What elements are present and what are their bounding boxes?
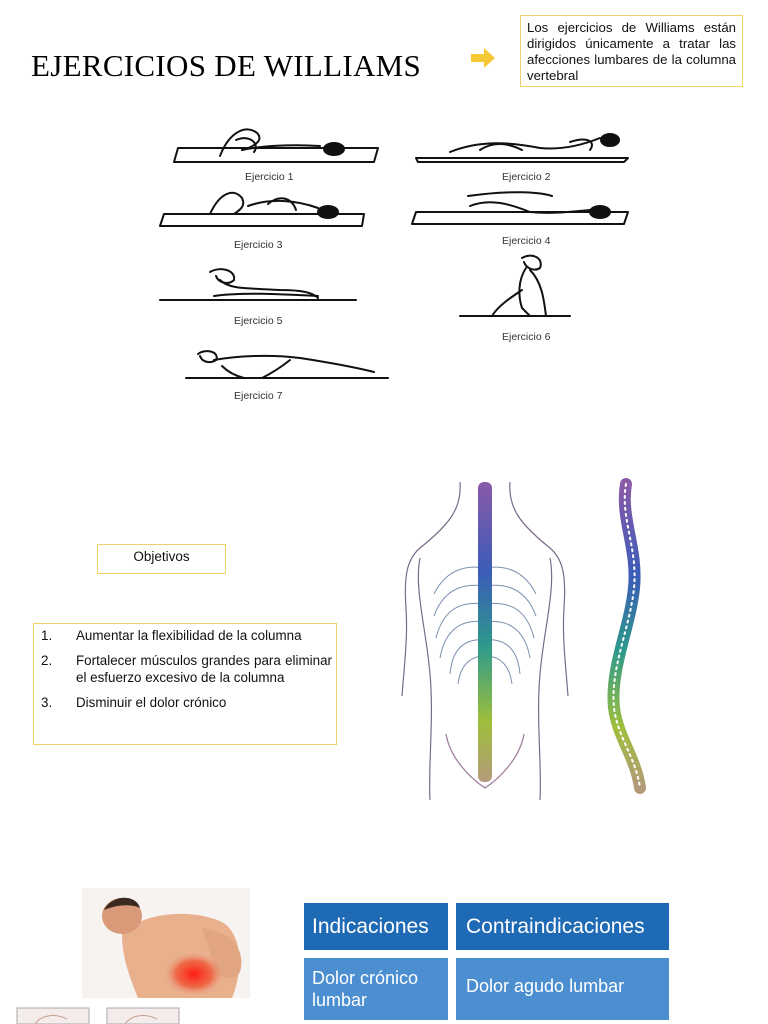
exercise-4-caption: Ejercicio 4 (502, 235, 551, 247)
indicaciones-header: Indicaciones (304, 903, 448, 950)
list-item-text: Disminuir el dolor crónico (76, 695, 227, 710)
exercise-6-figure (460, 256, 570, 316)
list-item (34, 652, 332, 686)
list-item-number: 3. (41, 695, 53, 710)
exercise-3-caption: Ejercicio 3 (234, 239, 283, 251)
exercise-4-figure (412, 192, 628, 224)
exercise-5-caption: Ejercicio 5 (234, 315, 283, 327)
exercise-5-figure (160, 269, 356, 300)
exercise-6-caption: Ejercicio 6 (502, 331, 551, 343)
list-item-number: 1. (41, 628, 53, 643)
objectives-heading: Objetivos (97, 544, 226, 574)
exercise-2-figure (416, 134, 628, 162)
exercise-2-caption: Ejercicio 2 (502, 171, 551, 183)
list-item-number: 2. (41, 653, 53, 668)
back-pain-man-photo (82, 888, 250, 998)
exercise-1-figure (174, 129, 378, 162)
exercise-1-caption: Ejercicio 1 (245, 171, 294, 183)
exercise-7-caption: Ejercicio 7 (234, 390, 283, 402)
list-item (34, 627, 332, 644)
spine-skeleton-illustration (390, 478, 710, 804)
list-item (34, 694, 332, 711)
info-note: Los ejercicios de Williams están dirigidos únicamente a tratar las afecciones lumbares de la columna vertebral (520, 15, 743, 87)
contraindicaciones-cell: Dolor agudo lumbar (456, 958, 669, 1020)
exercise-7-figure (186, 351, 388, 378)
exercises-illustration (150, 120, 640, 410)
list-item-text: Aumentar la flexibilidad de la columna (76, 628, 302, 643)
contraindicaciones-header: Contraindicaciones (456, 903, 669, 950)
arrow-right-icon (470, 47, 496, 69)
list-item-text: Fortalecer músculos grandes para eliminar el esfuerzo excesivo de la columna (76, 653, 332, 685)
indicaciones-cell: Dolor crónico lumbar (304, 958, 448, 1020)
thumbnail-images (15, 1007, 185, 1024)
objectives-list (33, 623, 337, 745)
page-title: EJERCICIOS DE WILLIAMS (31, 48, 422, 83)
exercise-3-figure (160, 193, 364, 226)
